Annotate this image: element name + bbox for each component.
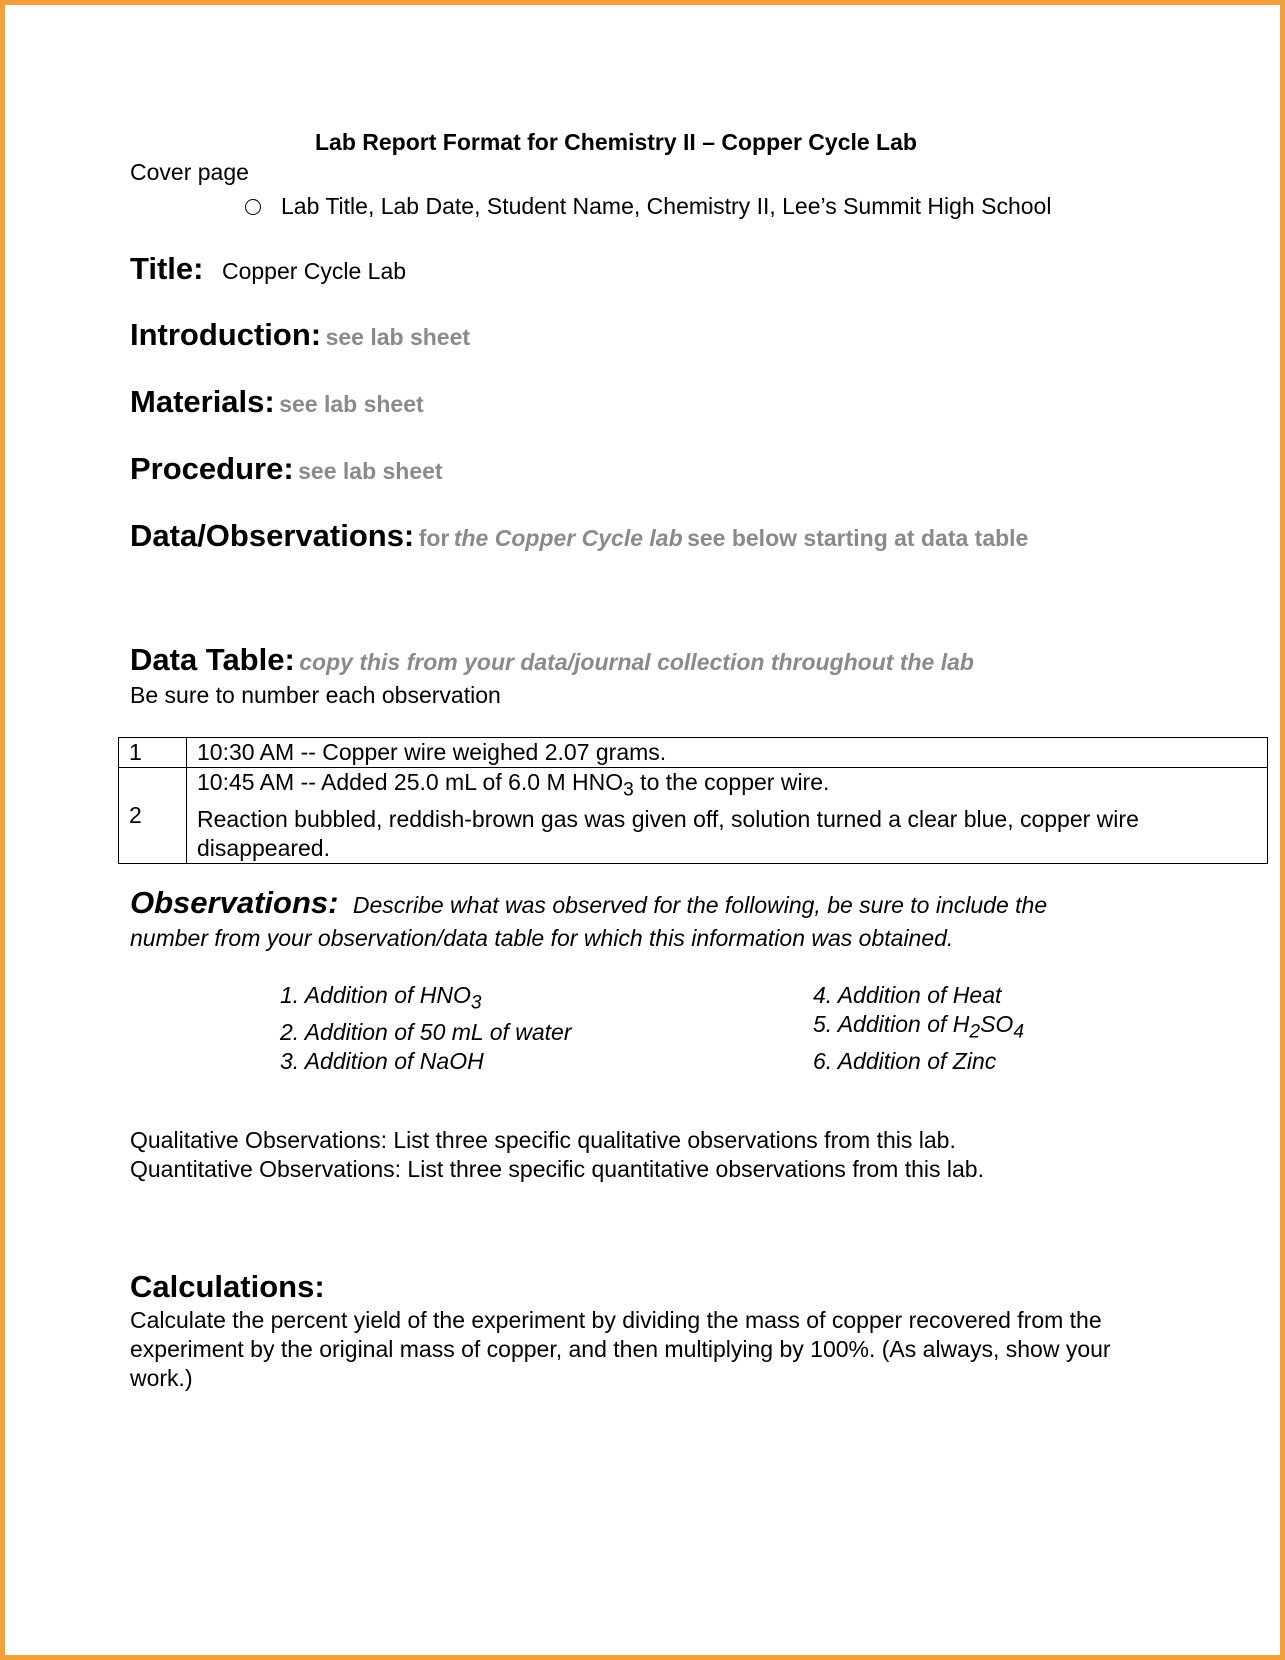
title-heading: Title: xyxy=(130,251,204,286)
row-number: 2 xyxy=(119,768,187,864)
list-item-text: SO xyxy=(980,1011,1014,1037)
observations-list-right xyxy=(813,981,1024,1076)
row-number: 1 xyxy=(119,738,187,768)
cover-page-bullet-text: Lab Title, Lab Date, Student Name, Chemistry II, Lee’s Summit High School xyxy=(281,193,1052,219)
quantitative-observations: Quantitative Observations: List three specific quantitative observations from this lab. xyxy=(130,1156,984,1182)
procedure-heading: Procedure: xyxy=(130,451,294,486)
document-title: Lab Report Format for Chemistry II – Copper Cycle Lab xyxy=(315,129,917,155)
observations-intro-1: Describe what was observed for the following, be sure to include the xyxy=(352,892,1048,918)
list-item-text: 1. Addition of HNO xyxy=(280,982,471,1008)
list-item: 4. Addition of Heat xyxy=(813,982,1002,1008)
observations-heading: Observations: xyxy=(130,885,339,920)
observation-data-table xyxy=(118,737,1268,864)
data-observations-heading: Data/Observations: xyxy=(130,518,415,553)
data-table-instruction: Be sure to number each observation xyxy=(130,682,501,708)
row-entry: 10:30 AM -- Copper wire weighed 2.07 grams. xyxy=(187,738,1268,768)
materials-note: see lab sheet xyxy=(279,391,424,417)
subscript: 4 xyxy=(1013,1021,1024,1043)
row-entry-text: to the copper wire. xyxy=(633,769,830,795)
data-observations-note-1: for xyxy=(418,525,450,551)
row-entry-line xyxy=(197,768,1257,805)
list-item: 3. Addition of NaOH xyxy=(280,1047,484,1074)
table-row xyxy=(119,768,1268,864)
data-table-section xyxy=(130,642,974,678)
observations-list-left xyxy=(280,981,572,1076)
materials-heading: Materials: xyxy=(130,384,275,419)
calculations-text: Calculate the percent yield of the experiment by dividing the mass of copper recovered from the experiment by the original mass of copper, and then multiplying by 100%. (As always, show your work.) xyxy=(130,1307,1111,1391)
row-entry-line: Reaction bubbled, reddish-brown gas was given off, solution turned a clear blue, copper wire xyxy=(197,805,1139,832)
list-item xyxy=(813,1010,1024,1047)
cover-page-bullet xyxy=(245,193,1051,220)
introduction-section xyxy=(130,317,470,353)
title-value: Copper Cycle Lab xyxy=(221,258,407,284)
data-observations-note-2: the Copper Cycle lab xyxy=(453,525,683,551)
table-row xyxy=(119,738,1268,768)
materials-section xyxy=(130,384,424,420)
subscript: 3 xyxy=(470,992,482,1014)
circle-bullet-icon xyxy=(245,199,261,215)
list-item: 6. Addition of Zinc xyxy=(813,1047,997,1074)
row-entry xyxy=(187,768,1268,864)
title-section xyxy=(130,251,406,287)
data-observations-note-3: see below starting at data table xyxy=(687,525,1029,551)
procedure-section xyxy=(130,451,443,487)
cover-page-label: Cover page xyxy=(130,159,249,185)
procedure-note: see lab sheet xyxy=(298,458,443,484)
data-table-heading: Data Table: xyxy=(130,642,295,677)
list-item xyxy=(280,981,572,1018)
observations-intro-2: number from your observation/data table for which this information was obtained. xyxy=(130,925,954,951)
list-item-text: 5. Addition of H xyxy=(813,1011,970,1037)
data-table-note: copy this from your data/journal collection throughout the lab xyxy=(299,649,974,675)
data-observations-section xyxy=(130,518,1028,554)
row-entry-line: disappeared. xyxy=(197,834,330,861)
subscript: 2 xyxy=(969,1021,981,1043)
list-item: 2. Addition of 50 mL of water xyxy=(280,1018,572,1045)
observations-section xyxy=(130,885,1047,921)
row-entry-text: 10:45 AM -- Added 25.0 mL of 6.0 M HNO xyxy=(197,769,624,795)
subscript: 3 xyxy=(623,779,634,801)
qualitative-observations: Qualitative Observations: List three specific qualitative observations from this lab. xyxy=(130,1127,956,1153)
introduction-heading: Introduction: xyxy=(130,317,322,352)
introduction-note: see lab sheet xyxy=(325,324,471,350)
calculations-heading: Calculations: xyxy=(130,1269,325,1304)
